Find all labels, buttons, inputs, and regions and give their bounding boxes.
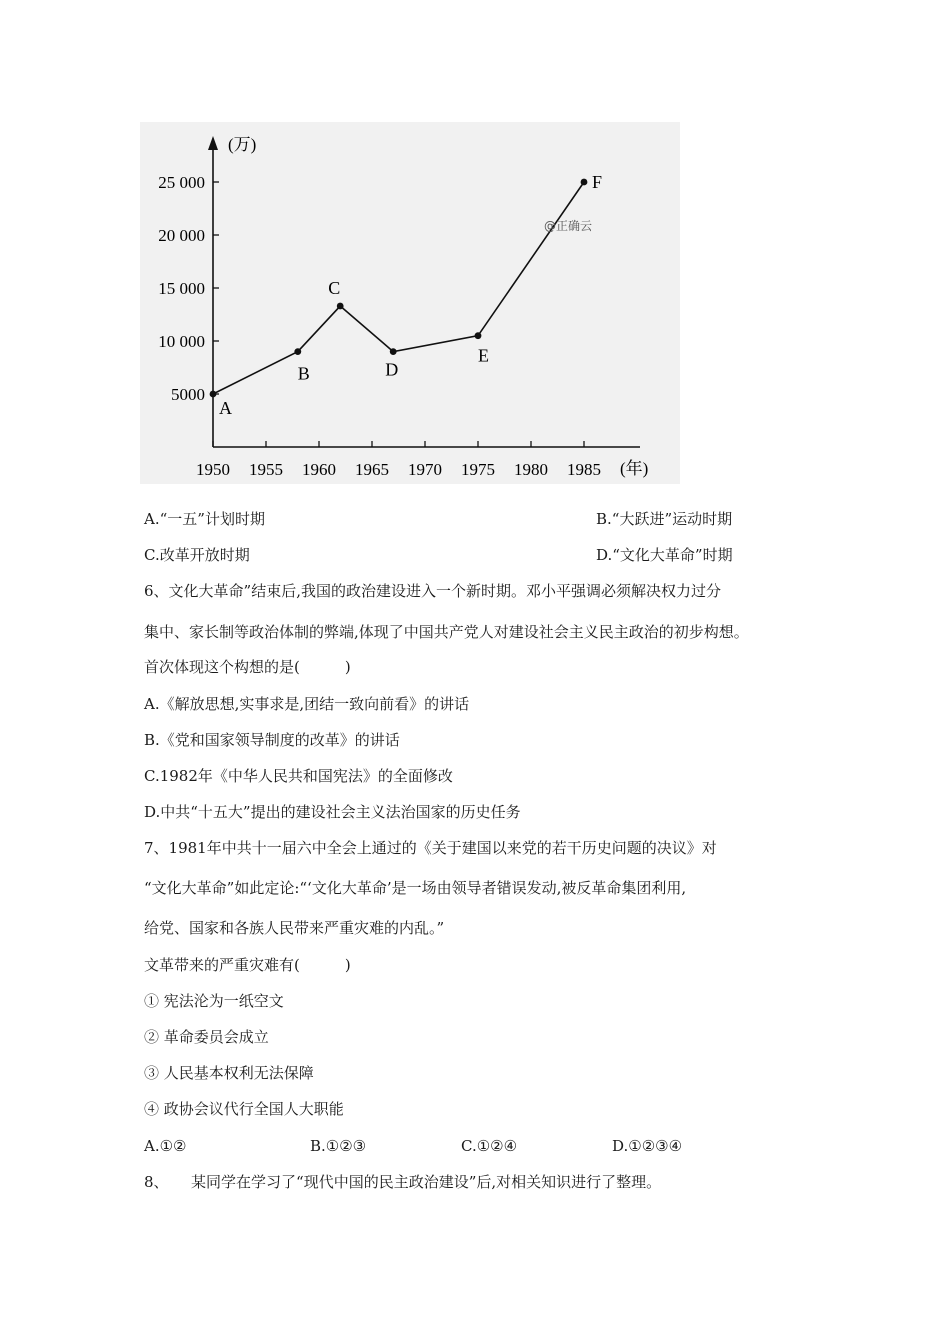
q6-option-d[interactable]: D.中共“十五大”提出的建设社会主义法治国家的历史任务 bbox=[144, 803, 521, 821]
data-point-e bbox=[475, 332, 482, 339]
data-point-d bbox=[390, 348, 397, 355]
point-label-d: D bbox=[385, 359, 399, 380]
q7-stem-line3: 给党、国家和各族人民带来严重灾难的内乱。” bbox=[144, 919, 445, 937]
y-tick-label: 15 000 bbox=[158, 279, 205, 298]
data-point-c bbox=[337, 303, 344, 310]
q7-item-1: ① 宪法沦为一纸空文 bbox=[144, 992, 284, 1010]
x-tick-label: 1950 bbox=[196, 460, 230, 479]
q6-option-b[interactable]: B.《党和国家领导制度的改革》的讲话 bbox=[144, 731, 400, 749]
x-tick-label: 1975 bbox=[461, 460, 495, 479]
population-chart bbox=[140, 122, 680, 484]
point-label-f: F bbox=[592, 172, 603, 192]
q7-option-a[interactable]: A.①② bbox=[144, 1137, 187, 1155]
y-tick-label: 20 000 bbox=[158, 226, 205, 245]
x-tick-label: 1965 bbox=[355, 460, 389, 479]
point-label-c: C bbox=[328, 278, 341, 299]
q7-stem-line1: 7、1981年中共十一届六中全会上通过的《关于建国以来党的若干历史问题的决议》对 bbox=[144, 839, 717, 857]
q6-stem-line2: 集中、家长制等政治体制的弊端,体现了中国共产党人对建设社会主义民主政治的初步构想。 bbox=[144, 623, 749, 641]
q6-option-a[interactable]: A.《解放思想,实事求是,团结一致向前看》的讲话 bbox=[144, 695, 470, 713]
q7-item-2: ② 革命委员会成立 bbox=[144, 1028, 269, 1046]
y-axis-label: (万) bbox=[228, 135, 257, 154]
q7-option-b[interactable]: B.①②③ bbox=[310, 1137, 367, 1155]
data-point-b bbox=[294, 348, 301, 355]
data-point-f bbox=[581, 179, 588, 186]
x-tick-label: 1985 bbox=[567, 460, 601, 479]
q7-item-3: ③ 人民基本权利无法保障 bbox=[144, 1064, 314, 1082]
x-tick-label: 1955 bbox=[249, 460, 283, 479]
line-chart bbox=[140, 122, 680, 484]
q5-option-d[interactable]: D.“文化大革命”时期 bbox=[596, 546, 733, 564]
x-tick-label: 1980 bbox=[514, 460, 548, 479]
point-label-a: A bbox=[219, 398, 232, 418]
y-tick-label: 10 000 bbox=[158, 332, 205, 351]
q6-stem-line1: 6、文化大革命”结束后,我国的政治建设进入一个新时期。邓小平强调必须解决权力过分 bbox=[144, 582, 721, 600]
q6-option-c[interactable]: C.1982年《中华人民共和国宪法》的全面修改 bbox=[144, 767, 453, 785]
q7-stem-line4: 文革带来的严重灾难有( ) bbox=[144, 956, 351, 974]
q6-stem-line3: 首次体现这个构想的是( ) bbox=[144, 658, 351, 676]
watermark: @正确云 bbox=[544, 219, 593, 233]
q7-stem-line2: “文化大革命”如此定论:“‘文化大革命’是一场由领导者错误发动,被反革命集团利用, bbox=[144, 879, 687, 897]
q8-stem-line1: 8、 某同学在学习了“现代中国的民主政治建设”后,对相关知识进行了整理。 bbox=[144, 1173, 662, 1191]
q5-option-b[interactable]: B.“大跃进”运动时期 bbox=[596, 510, 733, 528]
q7-item-4: ④ 政协会议代行全国人大职能 bbox=[144, 1100, 344, 1118]
x-tick-label: 1970 bbox=[408, 460, 442, 479]
q5-option-a[interactable]: A.“一五”计划时期 bbox=[144, 510, 265, 528]
y-tick-label: 25 000 bbox=[158, 173, 205, 192]
x-axis-label: (年) bbox=[620, 459, 649, 478]
q5-option-c[interactable]: C.改革开放时期 bbox=[144, 546, 250, 564]
x-tick-label: 1960 bbox=[302, 460, 336, 479]
point-label-b: B bbox=[297, 363, 310, 384]
q7-option-d[interactable]: D.①②③④ bbox=[612, 1137, 683, 1155]
q7-option-c[interactable]: C.①②④ bbox=[461, 1137, 518, 1155]
point-label-e: E bbox=[478, 345, 489, 366]
y-tick-label: 5000 bbox=[171, 385, 205, 404]
